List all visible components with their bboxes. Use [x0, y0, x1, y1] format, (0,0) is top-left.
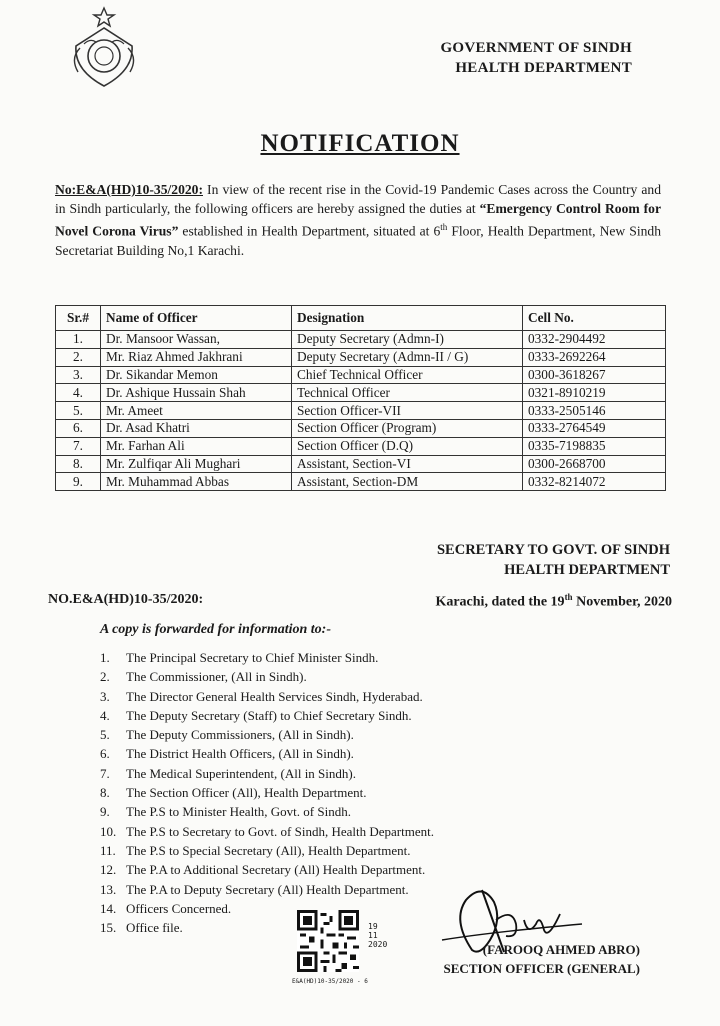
letterhead-government: GOVERNMENT OF SINDH — [440, 40, 632, 56]
table-header-row — [56, 306, 666, 331]
qr-date — [368, 922, 387, 949]
cell-sr: 9. — [56, 473, 101, 491]
notification-text-2: established in Health Department, situated at — [178, 223, 434, 239]
col-header-designation: Designation — [292, 306, 523, 331]
list-item — [100, 725, 434, 744]
list-item-text: The Commissioner, (All in Sindh). — [126, 669, 307, 685]
cell-sr: 4. — [56, 384, 101, 402]
control-room-name: “Emergency Control Room for Novel Corona Virus” — [55, 201, 661, 239]
list-item — [100, 706, 434, 725]
notification-text-3: Floor, Health Department, New Sindh Secretariat Building No,1 Karachi. — [55, 223, 661, 258]
list-item-number: 13. — [100, 881, 117, 897]
cell-name: Dr. Asad Khatri — [101, 419, 292, 437]
officers-table-body — [56, 331, 666, 491]
cell-sr: 3. — [56, 366, 101, 384]
list-item — [100, 880, 434, 899]
page-title: NOTIFICATION — [260, 130, 460, 157]
signatory-block — [444, 940, 640, 978]
qr-date-month: 11 — [368, 931, 378, 940]
list-item — [100, 648, 434, 667]
list-item-number: 14. — [100, 900, 117, 916]
list-item-text: Office file. — [126, 920, 183, 936]
cell-phone: 0332-8214072 — [523, 473, 666, 491]
date-prefix: Karachi, dated the 19 — [435, 594, 565, 610]
table-row — [56, 331, 666, 349]
table-row — [56, 455, 666, 473]
cell-designation: Assistant, Section-DM — [292, 473, 523, 491]
cell-phone: 0332-2904492 — [523, 331, 666, 349]
qr-date-day: 19 — [368, 922, 378, 931]
cell-sr: 6. — [56, 419, 101, 437]
list-item — [100, 687, 434, 706]
cell-phone: 0335-7198835 — [523, 437, 666, 455]
cell-designation: Assistant, Section-VI — [292, 455, 523, 473]
cell-designation: Section Officer (D.Q) — [292, 437, 523, 455]
signatory-name: (FAROOQ AHMED ABRO) — [482, 942, 640, 957]
cell-phone: 0333-2505146 — [523, 402, 666, 420]
notification-paragraph — [55, 180, 661, 260]
date-suffix: th — [564, 592, 573, 602]
copy-forwarded-line: A copy is forwarded for information to:- — [100, 622, 332, 637]
table-row — [56, 473, 666, 491]
list-item-number: 5. — [100, 727, 110, 743]
list-item-text: The P.A to Additional Secretary (All) Health Department. — [126, 862, 426, 878]
list-item-text: The P.S to Minister Health, Govt. of Sindh. — [126, 804, 351, 820]
cell-name: Mr. Muhammad Abbas — [101, 473, 292, 491]
list-item-number: 9. — [100, 804, 110, 820]
officers-table — [55, 305, 666, 491]
letterhead — [440, 38, 632, 78]
cell-phone: 0333-2692264 — [523, 348, 666, 366]
list-item-text: The P.S to Special Secretary (All), Health Department. — [126, 842, 411, 858]
cell-designation: Section Officer-VII — [292, 402, 523, 420]
cell-designation: Section Officer (Program) — [292, 419, 523, 437]
cell-sr: 5. — [56, 402, 101, 420]
qr-caption: E&A(HD)10-35/2020 - 6 — [292, 978, 368, 985]
cell-name: Dr. Mansoor Wassan, — [101, 331, 292, 349]
list-item-number: 4. — [100, 707, 110, 723]
list-item — [100, 783, 434, 802]
forwarding-ref-no: NO.E&A(HD)10-35/2020: — [48, 592, 204, 607]
cell-name: Mr. Zulfiqar Ali Mughari — [101, 455, 292, 473]
list-item-text: The Deputy Commissioners, (All in Sindh). — [126, 727, 354, 743]
floor-number: 6 — [433, 223, 441, 239]
list-item-number: 2. — [100, 669, 110, 685]
cell-designation: Technical Officer — [292, 384, 523, 402]
government-emblem-icon — [64, 6, 144, 90]
list-item — [100, 860, 434, 879]
table-row — [56, 348, 666, 366]
date-rest: November, 2020 — [572, 594, 672, 610]
cell-name: Dr. Ashique Hussain Shah — [101, 384, 292, 402]
cell-name: Mr. Farhan Ali — [101, 437, 292, 455]
list-item-text: The Section Officer (All), Health Department. — [126, 785, 367, 801]
list-item-text: The P.A to Deputy Secretary (All) Health Department. — [126, 881, 409, 897]
list-item-number: 3. — [100, 688, 110, 704]
cell-name: Mr. Riaz Ahmed Jakhrani — [101, 348, 292, 366]
notification-text-1: In view of the recent rise in the Covid-19 Pandemic Cases across the Country and in Sindh particularly, the following officers are hereby assigned the duties at — [55, 182, 661, 216]
cell-phone: 0321-8910219 — [523, 384, 666, 402]
cell-designation: Deputy Secretary (Admn-II / G) — [292, 348, 523, 366]
cell-sr: 8. — [56, 455, 101, 473]
list-item-number: 8. — [100, 785, 110, 801]
list-item-text: The District Health Officers, (All in Sindh). — [126, 746, 354, 762]
cell-sr: 7. — [56, 437, 101, 455]
list-item — [100, 764, 434, 783]
secretary-department: HEALTH DEPARTMENT — [504, 562, 670, 578]
list-item-text: The Deputy Secretary (Staff) to Chief Secretary Sindh. — [126, 707, 412, 723]
list-item-text: Officers Concerned. — [126, 900, 232, 916]
cell-designation: Chief Technical Officer — [292, 366, 523, 384]
secretary-title: SECRETARY TO GOVT. OF SINDH — [436, 542, 670, 558]
col-header-sr: Sr.# — [56, 306, 101, 331]
list-item-text: The Principal Secretary to Chief Minister Sindh. — [126, 650, 379, 665]
list-item — [100, 841, 434, 860]
list-item-text: The P.S to Secretary to Govt. of Sindh, Health Department. — [126, 823, 434, 839]
table-row — [56, 384, 666, 402]
table-row — [56, 419, 666, 437]
list-item — [100, 744, 434, 763]
table-row — [56, 402, 666, 420]
list-item-number: 11. — [100, 842, 116, 858]
letterhead-department: HEALTH DEPARTMENT — [455, 60, 632, 76]
col-header-cell: Cell No. — [523, 306, 666, 331]
cell-phone: 0333-2764549 — [523, 419, 666, 437]
table-row — [56, 437, 666, 455]
forwarding-date — [435, 592, 672, 611]
list-item-number: 6. — [100, 746, 110, 762]
table-row — [56, 366, 666, 384]
cell-name: Dr. Sikandar Memon — [101, 366, 292, 384]
cell-sr: 2. — [56, 348, 101, 366]
cell-phone: 0300-3618267 — [523, 366, 666, 384]
list-item-number: 10. — [100, 823, 117, 839]
list-item-text: The Medical Superintendent, (All in Sindh). — [126, 765, 356, 781]
qr-code-icon — [297, 910, 359, 972]
notification-ref-no: No:E&A(HD)10-35/2020: — [55, 182, 203, 197]
floor-suffix: th — [440, 222, 448, 232]
cell-designation: Deputy Secretary (Admn-I) — [292, 331, 523, 349]
list-item-number: 12. — [100, 862, 117, 878]
secretary-block — [437, 540, 670, 580]
col-header-name: Name of Officer — [101, 306, 292, 331]
list-item-number: 7. — [100, 765, 110, 781]
cell-phone: 0300-2668700 — [523, 455, 666, 473]
list-item — [100, 822, 434, 841]
list-item — [100, 899, 434, 918]
list-item — [100, 667, 434, 686]
list-item — [100, 802, 434, 821]
list-item-number: 15. — [100, 920, 117, 936]
list-item-text: The Director General Health Services Sindh, Hyderabad. — [126, 688, 423, 704]
signatory-title: SECTION OFFICER (GENERAL) — [443, 961, 640, 976]
distribution-list — [100, 648, 434, 937]
qr-date-year: 2020 — [368, 940, 388, 949]
cell-name: Mr. Ameet — [101, 402, 292, 420]
cell-sr: 1. — [56, 331, 101, 349]
list-item-number: 1. — [100, 650, 110, 665]
